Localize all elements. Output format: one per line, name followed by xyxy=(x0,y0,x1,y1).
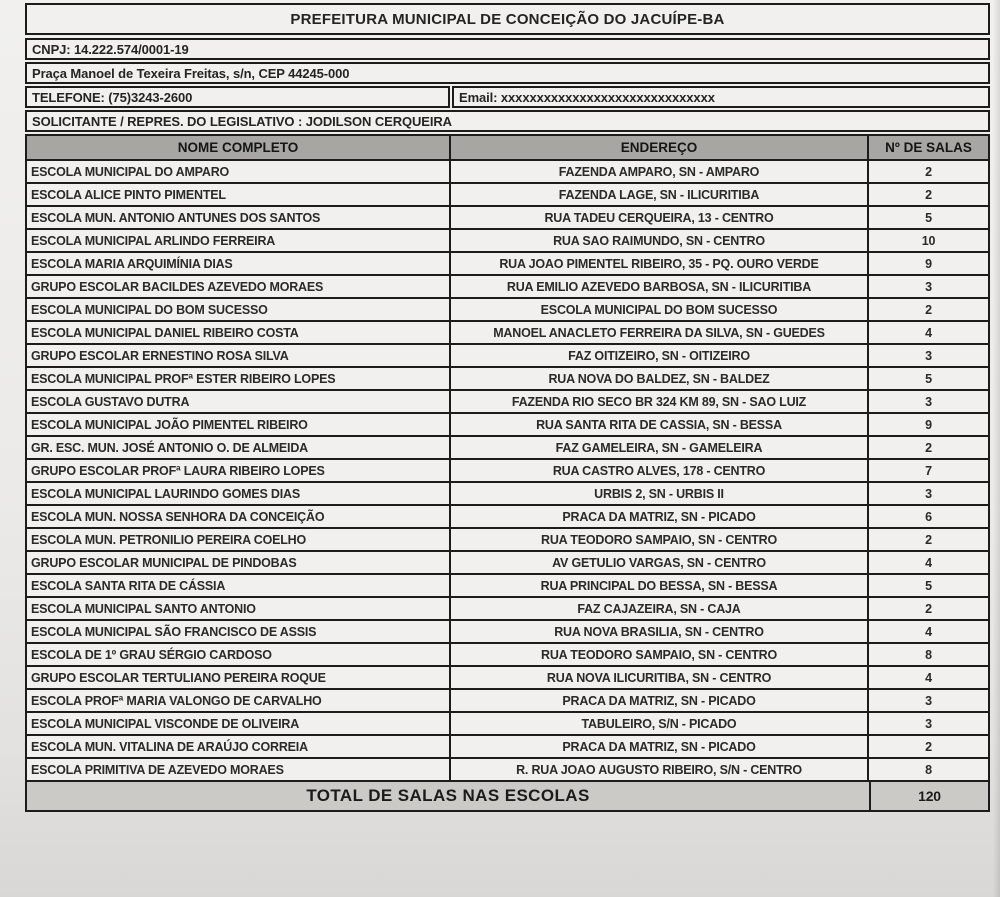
table-row xyxy=(27,759,988,782)
school-address: URBIS 2, SN - URBIS II xyxy=(451,483,869,506)
table-row xyxy=(27,414,988,437)
school-rooms-count: 6 xyxy=(869,506,988,529)
school-name: ESCOLA ALICE PINTO PIMENTEL xyxy=(27,184,451,207)
school-rooms-count: 3 xyxy=(869,483,988,506)
school-address: FAZENDA AMPARO, SN - AMPARO xyxy=(451,161,869,184)
email-cell: Email: xxxxxxxxxxxxxxxxxxxxxxxxxxxxxx xyxy=(452,86,990,108)
document-title: PREFEITURA MUNICIPAL DE CONCEIÇÃO DO JACUÍPE-BA xyxy=(25,3,990,35)
table-row xyxy=(27,483,988,506)
school-name: ESCOLA MUNICIPAL DANIEL RIBEIRO COSTA xyxy=(27,322,451,345)
school-rooms-count: 7 xyxy=(869,460,988,483)
school-address: RUA TADEU CERQUEIRA, 13 - CENTRO xyxy=(451,207,869,230)
table-row xyxy=(27,460,988,483)
school-rooms-count: 2 xyxy=(869,598,988,621)
table-row xyxy=(27,713,988,736)
table-row xyxy=(27,529,988,552)
school-rooms-count: 2 xyxy=(869,299,988,322)
table-row xyxy=(27,368,988,391)
school-name: GRUPO ESCOLAR BACILDES AZEVEDO MORAES xyxy=(27,276,451,299)
school-address: RUA TEODORO SAMPAIO, SN - CENTRO xyxy=(451,644,869,667)
school-rooms-count: 5 xyxy=(869,575,988,598)
school-address: RUA PRINCIPAL DO BESSA, SN - BESSA xyxy=(451,575,869,598)
table-row xyxy=(27,644,988,667)
table-row xyxy=(27,391,988,414)
school-rooms-count: 3 xyxy=(869,391,988,414)
table-row xyxy=(27,322,988,345)
school-rooms-count: 2 xyxy=(869,529,988,552)
school-name: ESCOLA MUNICIPAL DO BOM SUCESSO xyxy=(27,299,451,322)
school-name: ESCOLA MUNICIPAL SANTO ANTONIO xyxy=(27,598,451,621)
school-address: FAZ CAJAZEIRA, SN - CAJA xyxy=(451,598,869,621)
table-row xyxy=(27,299,988,322)
school-address: RUA EMILIO AZEVEDO BARBOSA, SN - ILICURITIBA xyxy=(451,276,869,299)
table-header-row xyxy=(27,136,988,161)
school-address: R. RUA JOAO AUGUSTO RIBEIRO, S/N - CENTRO xyxy=(451,759,869,782)
school-name: GR. ESC. MUN. JOSÉ ANTONIO O. DE ALMEIDA xyxy=(27,437,451,460)
school-name: ESCOLA MUN. PETRONILIO PEREIRA COELHO xyxy=(27,529,451,552)
table-row xyxy=(27,598,988,621)
school-name: ESCOLA MUNICIPAL JOÃO PIMENTEL RIBEIRO xyxy=(27,414,451,437)
school-rooms-count: 3 xyxy=(869,276,988,299)
header-num-salas: Nº DE SALAS xyxy=(869,136,988,161)
school-name: ESCOLA MUNICIPAL SÃO FRANCISCO DE ASSIS xyxy=(27,621,451,644)
school-address: RUA CASTRO ALVES, 178 - CENTRO xyxy=(451,460,869,483)
school-name: ESCOLA SANTA RITA DE CÁSSIA xyxy=(27,575,451,598)
school-rooms-count: 2 xyxy=(869,437,988,460)
table-row xyxy=(27,736,988,759)
table-row xyxy=(27,690,988,713)
school-address: RUA JOAO PIMENTEL RIBEIRO, 35 - PQ. OURO VERDE xyxy=(451,253,869,276)
phone-cell: TELEFONE: (75)3243-2600 xyxy=(25,86,450,108)
school-address: RUA NOVA ILICURITIBA, SN - CENTRO xyxy=(451,667,869,690)
school-name: ESCOLA MUNICIPAL LAURINDO GOMES DIAS xyxy=(27,483,451,506)
total-value: 120 xyxy=(871,782,988,810)
table-row xyxy=(27,437,988,460)
table-row xyxy=(27,667,988,690)
table-row xyxy=(27,552,988,575)
school-name: ESCOLA MUNICIPAL ARLINDO FERREIRA xyxy=(27,230,451,253)
school-address: RUA NOVA DO BALDEZ, SN - BALDEZ xyxy=(451,368,869,391)
school-name: ESCOLA MUNICIPAL PROFª ESTER RIBEIRO LOPES xyxy=(27,368,451,391)
school-address: FAZENDA LAGE, SN - ILICURITIBA xyxy=(451,184,869,207)
phone-email-row xyxy=(25,86,990,108)
school-address: PRACA DA MATRIZ, SN - PICADO xyxy=(451,736,869,759)
table-body xyxy=(27,161,988,782)
school-rooms-count: 8 xyxy=(869,759,988,782)
school-address: ESCOLA MUNICIPAL DO BOM SUCESSO xyxy=(451,299,869,322)
requester-row: SOLICITANTE / REPRES. DO LEGISLATIVO : JODILSON CERQUEIRA xyxy=(25,110,990,132)
school-address: FAZ OITIZEIRO, SN - OITIZEIRO xyxy=(451,345,869,368)
school-name: GRUPO ESCOLAR MUNICIPAL DE PINDOBAS xyxy=(27,552,451,575)
school-rooms-count: 4 xyxy=(869,552,988,575)
school-address: RUA NOVA BRASILIA, SN - CENTRO xyxy=(451,621,869,644)
school-name: ESCOLA MUNICIPAL DO AMPARO xyxy=(27,161,451,184)
school-rooms-count: 4 xyxy=(869,667,988,690)
school-name: GRUPO ESCOLAR PROFª LAURA RIBEIRO LOPES xyxy=(27,460,451,483)
school-address: PRACA DA MATRIZ, SN - PICADO xyxy=(451,506,869,529)
schools-table xyxy=(25,134,990,812)
header-endereco: ENDEREÇO xyxy=(451,136,869,161)
school-rooms-count: 2 xyxy=(869,161,988,184)
address-row: Praça Manoel de Texeira Freitas, s/n, CEP 44245-000 xyxy=(25,62,990,84)
table-row xyxy=(27,184,988,207)
school-rooms-count: 3 xyxy=(869,713,988,736)
total-label: TOTAL DE SALAS NAS ESCOLAS xyxy=(27,782,871,810)
school-name: ESCOLA PROFª MARIA VALONGO DE CARVALHO xyxy=(27,690,451,713)
school-rooms-count: 2 xyxy=(869,736,988,759)
school-rooms-report xyxy=(25,3,990,812)
school-name: ESCOLA DE 1º GRAU SÉRGIO CARDOSO xyxy=(27,644,451,667)
school-name: ESCOLA MUN. NOSSA SENHORA DA CONCEIÇÃO xyxy=(27,506,451,529)
school-rooms-count: 3 xyxy=(869,690,988,713)
table-row xyxy=(27,276,988,299)
school-name: GRUPO ESCOLAR TERTULIANO PEREIRA ROQUE xyxy=(27,667,451,690)
school-name: ESCOLA MUN. ANTONIO ANTUNES DOS SANTOS xyxy=(27,207,451,230)
school-address: AV GETULIO VARGAS, SN - CENTRO xyxy=(451,552,869,575)
school-rooms-count: 5 xyxy=(869,207,988,230)
school-address: RUA SANTA RITA DE CASSIA, SN - BESSA xyxy=(451,414,869,437)
school-name: ESCOLA GUSTAVO DUTRA xyxy=(27,391,451,414)
header-nome-completo: NOME COMPLETO xyxy=(27,136,451,161)
school-rooms-count: 2 xyxy=(869,184,988,207)
school-rooms-count: 4 xyxy=(869,322,988,345)
school-address: FAZ GAMELEIRA, SN - GAMELEIRA xyxy=(451,437,869,460)
school-address: PRACA DA MATRIZ, SN - PICADO xyxy=(451,690,869,713)
school-rooms-count: 9 xyxy=(869,253,988,276)
table-row xyxy=(27,230,988,253)
table-row xyxy=(27,506,988,529)
school-name: ESCOLA MUN. VITALINA DE ARAÚJO CORREIA xyxy=(27,736,451,759)
school-rooms-count: 10 xyxy=(869,230,988,253)
school-rooms-count: 8 xyxy=(869,644,988,667)
school-name: ESCOLA PRIMITIVA DE AZEVEDO MORAES xyxy=(27,759,451,782)
school-address: RUA TEODORO SAMPAIO, SN - CENTRO xyxy=(451,529,869,552)
school-rooms-count: 5 xyxy=(869,368,988,391)
school-address: RUA SAO RAIMUNDO, SN - CENTRO xyxy=(451,230,869,253)
table-row xyxy=(27,575,988,598)
table-row xyxy=(27,161,988,184)
school-rooms-count: 3 xyxy=(869,345,988,368)
cnpj-row: CNPJ: 14.222.574/0001-19 xyxy=(25,38,990,60)
school-address: TABULEIRO, S/N - PICADO xyxy=(451,713,869,736)
table-row xyxy=(27,621,988,644)
school-rooms-count: 4 xyxy=(869,621,988,644)
school-rooms-count: 9 xyxy=(869,414,988,437)
school-address: FAZENDA RIO SECO BR 324 KM 89, SN - SAO LUIZ xyxy=(451,391,869,414)
school-name: ESCOLA MARIA ARQUIMÍNIA DIAS xyxy=(27,253,451,276)
table-row xyxy=(27,207,988,230)
table-row xyxy=(27,253,988,276)
table-row xyxy=(27,345,988,368)
school-name: ESCOLA MUNICIPAL VISCONDE DE OLIVEIRA xyxy=(27,713,451,736)
school-address: MANOEL ANACLETO FERREIRA DA SILVA, SN - GUEDES xyxy=(451,322,869,345)
school-name: GRUPO ESCOLAR ERNESTINO ROSA SILVA xyxy=(27,345,451,368)
total-row xyxy=(27,782,988,810)
